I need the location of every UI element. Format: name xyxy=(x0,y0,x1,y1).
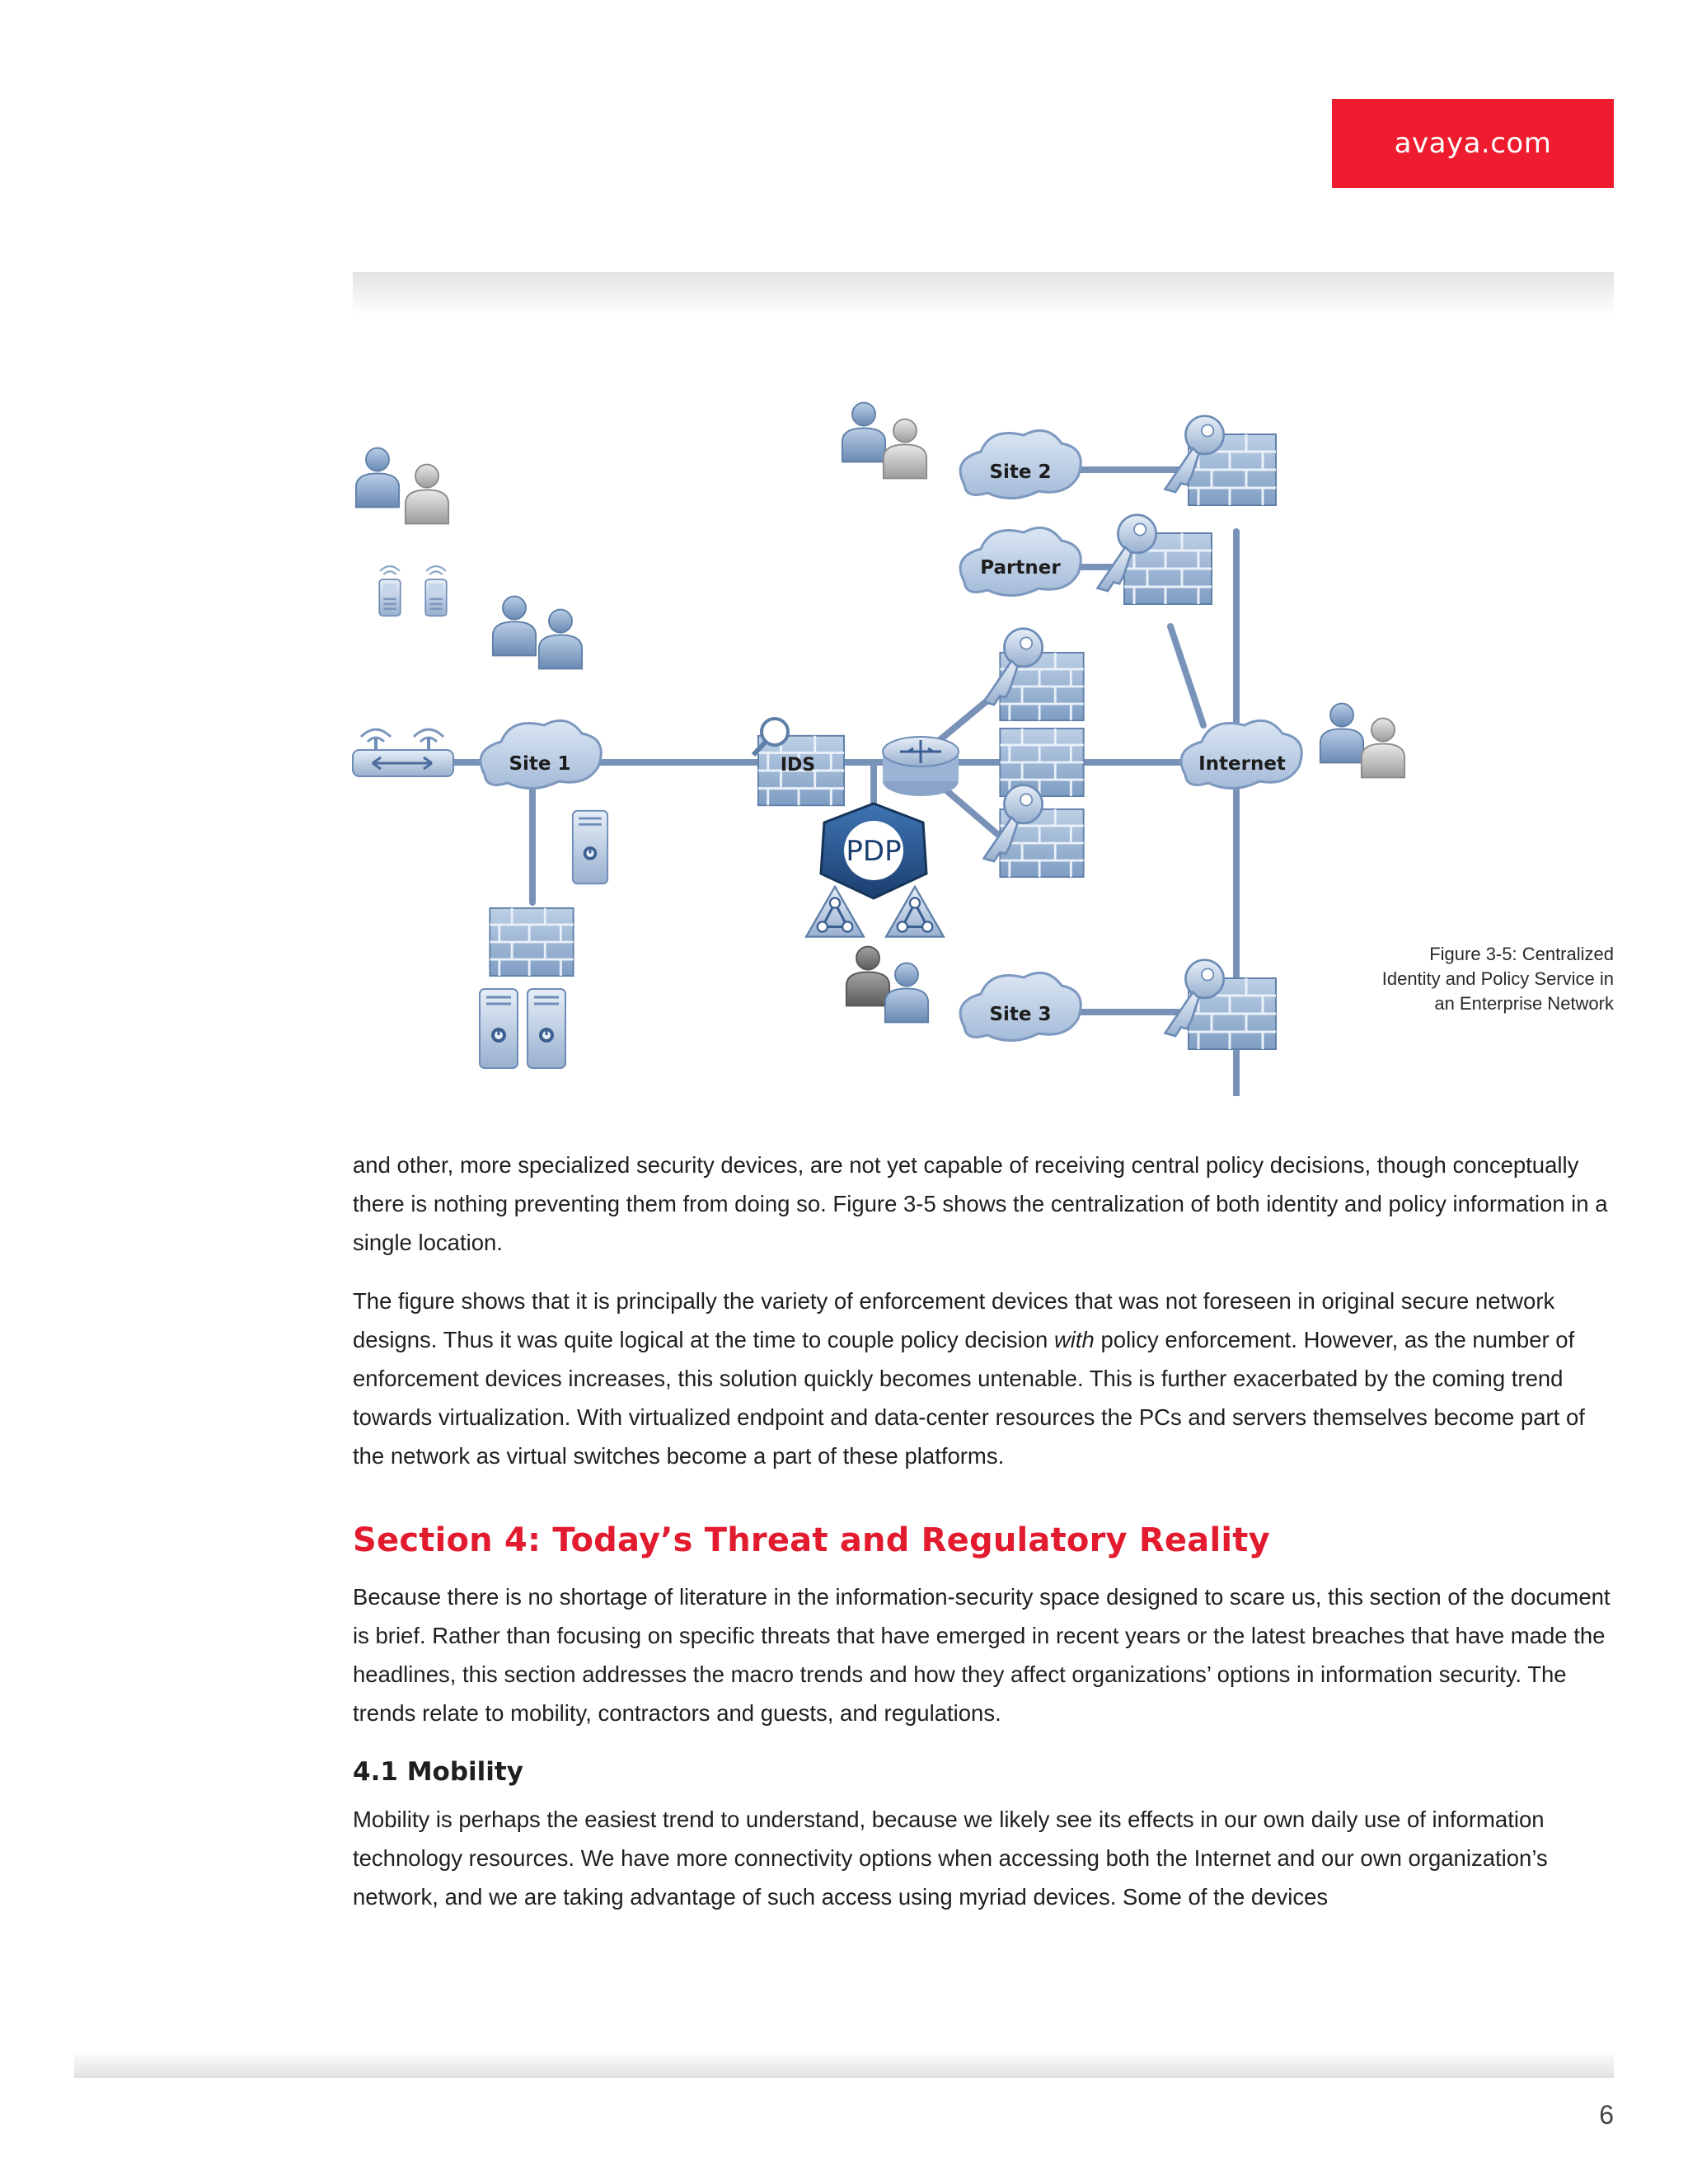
site3-label: Site 3 xyxy=(989,1004,1052,1025)
internet-cloud xyxy=(1181,720,1301,788)
brand-url-tab[interactable] xyxy=(1332,99,1614,188)
site3-cloud xyxy=(960,972,1081,1040)
figure-caption-line: Identity and Policy Service in xyxy=(1381,968,1614,989)
user-group-icon xyxy=(493,597,582,669)
user-group-icon xyxy=(1320,704,1404,778)
firewall-icon xyxy=(1098,515,1212,604)
italic-text: with xyxy=(1053,1327,1095,1352)
firewall-icon xyxy=(1000,729,1083,796)
footer-band xyxy=(74,2050,1614,2078)
paragraph: Mobility is perhaps the easiest trend to understand, because we likely see its effects in our own daily use of information technology resources. We have more connectivity options when accessing both the Internet and our own organization’s network, and we are taking advantage of such access using myriad devices. Some of the devices xyxy=(353,1807,1548,1910)
brand-url[interactable]: avaya.com xyxy=(1394,127,1552,160)
figure-caption-line: an Enterprise Network xyxy=(1434,993,1614,1014)
partner-cloud xyxy=(960,527,1081,595)
ids-label: IDS xyxy=(780,755,816,776)
internet-label: Internet xyxy=(1198,753,1286,775)
paragraph xyxy=(353,1282,1622,1475)
user-group-icon xyxy=(356,448,448,524)
server-icon xyxy=(573,811,607,883)
user-group-icon xyxy=(842,403,926,479)
firewall-icon xyxy=(1165,960,1276,1049)
firewall-icon xyxy=(490,908,573,976)
firewall-icon xyxy=(984,629,1084,720)
site1-cloud xyxy=(481,720,601,788)
mobile-phone-icon xyxy=(379,566,447,616)
paragraph: and other, more specialized security devices, are not yet capable of receiving central policy decisions, though conceptually there is nothing preventing them from doing so. Figure 3-5 shows the centralization of both identity and policy information in a single location. xyxy=(353,1152,1608,1255)
paragraph-text: policy enforcement. However, as the number of enforcement devices increases, this solution quickly becomes untenable. This is further exacerbated by the coming trend towards virtualization. With virtualized endpoint and data-center resources the PCs and servers themselves become part of the network as virtual switches become a part of these platforms. xyxy=(353,1327,1585,1469)
pdp-label: PDP xyxy=(846,835,902,868)
paragraph-text: The figure shows that it is principally the variety of enforcement devices that was not foreseen in original secure network designs. Thus it was quite logical at the time to couple policy decision xyxy=(353,1288,1555,1352)
header-band xyxy=(353,272,1614,316)
paragraph: Because there is no shortage of literature in the information-security space designed to scare us, this section of the document is brief. Rather than focusing on specific threats that have emerged in recent years or the latest breaches that have made the headlines, this section addresses the macro trends and how they affect organizations’ options in information security. The trends relate to mobility, contractors and guests, and regulations. xyxy=(353,1584,1611,1726)
figure-caption-line: Figure 3-5: Centralized xyxy=(1429,944,1614,964)
pdp-node xyxy=(821,804,926,898)
user-group-icon xyxy=(846,947,928,1023)
ids-device-icon xyxy=(753,719,844,805)
site1-label: Site 1 xyxy=(509,753,571,775)
page-number: 6 xyxy=(1599,2100,1614,2130)
wireless-router-icon xyxy=(353,729,453,776)
section-heading: Section 4: Today’s Threat and Regulatory Reality xyxy=(353,1521,1270,1559)
figure-caption xyxy=(1335,942,1614,1016)
subsection-heading: 4.1 Mobility xyxy=(353,1757,523,1787)
firewall-icon xyxy=(1165,416,1276,505)
router-icon xyxy=(883,737,959,796)
site2-cloud xyxy=(960,430,1081,498)
network-diagram xyxy=(346,387,1451,1096)
partner-label: Partner xyxy=(980,557,1061,579)
body-content xyxy=(353,1146,1622,1941)
site2-label: Site 2 xyxy=(989,462,1052,483)
server-icon xyxy=(480,989,565,1068)
